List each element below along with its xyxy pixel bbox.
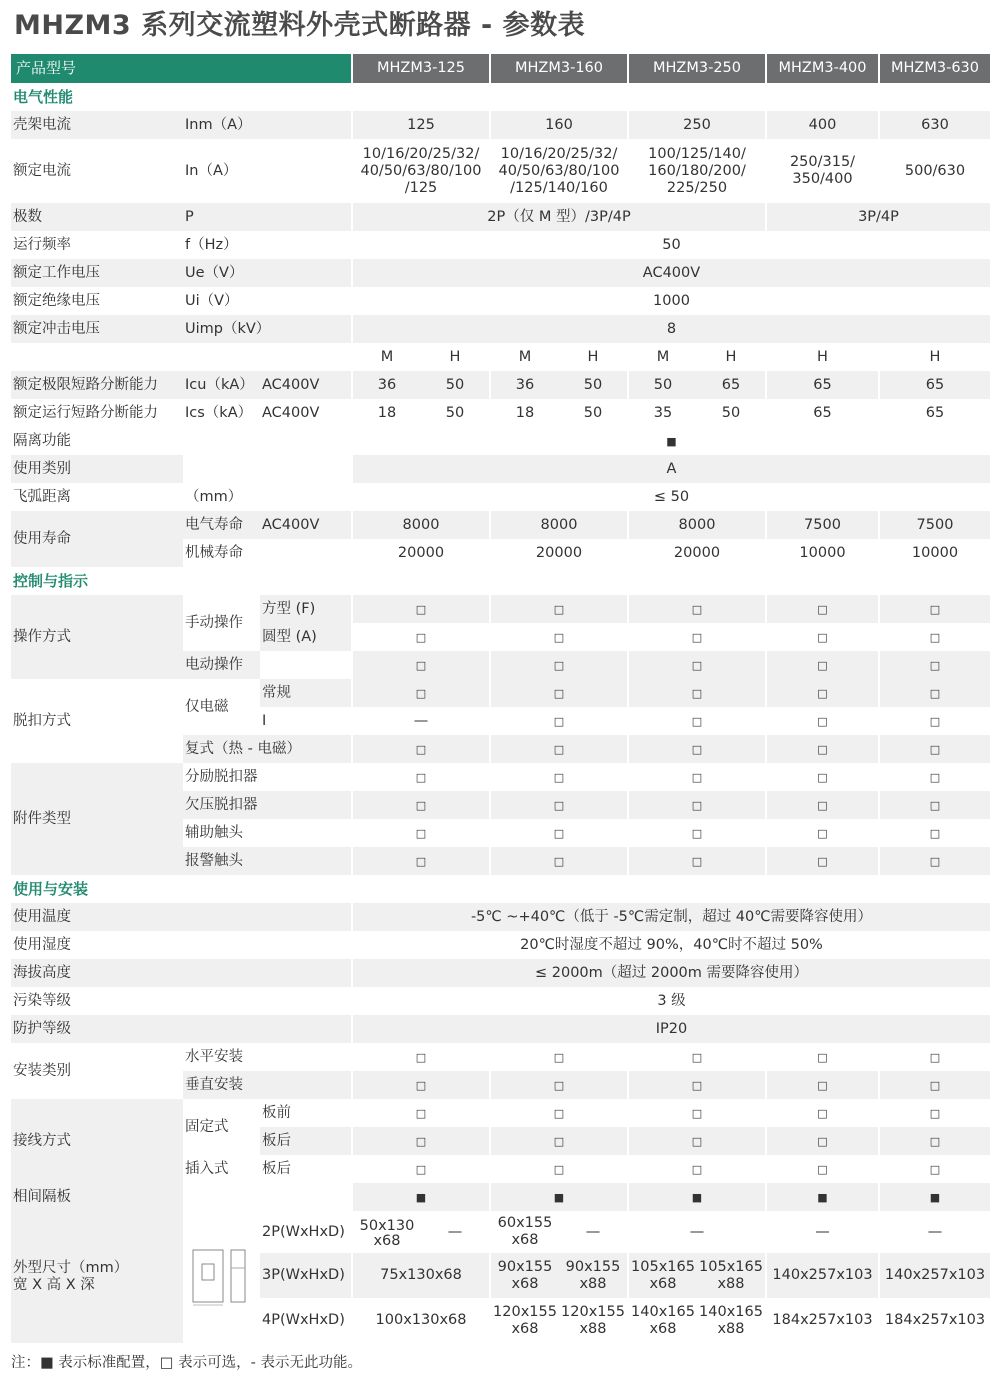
row-dims-3p: 3P(WxHxD) 75x130x68 90x155 x68 90x155 x88 105x165 x68 105x165 x88 140x257x103 140x257x103 bbox=[11, 1253, 990, 1298]
row-icu: 额定极限短路分断能力 Icu（kA） AC400V 36 50 36 50 50 65 65 65 bbox=[11, 371, 990, 399]
row-wiring-fixed-front: 接线方式 固定式 板前 □ □ □ □ □ bbox=[11, 1099, 990, 1127]
row-acc-aux: 辅助触头 □ □ □ □ □ bbox=[11, 819, 990, 847]
row-wiring-plug-back: 插入式 板后 □ □ □ □ □ bbox=[11, 1155, 990, 1183]
row-dims-2p: 外型尺寸（mm） 宽 X 高 X 深 2P(WxHxD) 50x130 x68 — 60x155 x68 — — — — bbox=[11, 1211, 990, 1253]
row-dims-4p: 4P(WxHxD) 100x130x68 120x155 x68 120x155 x88 140x165 x68 140x165 x88 184x257x103 184x257x103 bbox=[11, 1298, 990, 1343]
model-160: MHZM3-160 bbox=[490, 54, 628, 83]
row-humidity: 使用湿度 20℃时湿度不超过 90%，40℃时不超过 50% bbox=[11, 931, 990, 959]
model-400: MHZM3-400 bbox=[766, 54, 879, 83]
row-frequency: 运行频率 f（Hz） 50 bbox=[11, 231, 990, 259]
model-630: MHZM3-630 bbox=[879, 54, 990, 83]
row-mount-v: 垂直安装 □ □ □ □ □ bbox=[11, 1071, 990, 1099]
row-arc: 飞弧距离 （mm） ≤ 50 bbox=[11, 483, 990, 511]
row-op-electric: 电动操作 □ □ □ □ □ bbox=[11, 651, 990, 679]
model-label: 产品型号 bbox=[11, 54, 352, 83]
row-wiring-fixed-back: 板后 □ □ □ □ □ bbox=[11, 1127, 990, 1155]
row-mount-h: 安装类别 水平安装 □ □ □ □ □ bbox=[11, 1043, 990, 1071]
row-op-square: 操作方式 手动操作 方型 (F) □ □ □ □ □ bbox=[11, 595, 990, 623]
model-250: MHZM3-250 bbox=[628, 54, 766, 83]
section-install: 使用与安装 bbox=[11, 875, 990, 903]
row-ue: 额定工作电压 Ue（V） AC400V bbox=[11, 259, 990, 287]
spec-table bbox=[11, 54, 990, 1343]
model-125: MHZM3-125 bbox=[352, 54, 490, 83]
row-ui: 额定绝缘电压 Ui（V） 1000 bbox=[11, 287, 990, 315]
section-electrical: 电气性能 bbox=[11, 83, 990, 111]
row-ics: 额定运行短路分断能力 Ics（kA） AC400V 18 50 18 50 35 50 65 65 bbox=[11, 399, 990, 427]
footnote: 注：■ 表示标准配置，□ 表示可选，- 表示无此功能。 bbox=[11, 1355, 362, 1371]
row-acc-alarm: 报警触头 □ □ □ □ □ bbox=[11, 847, 990, 875]
row-rated-current: 额定电流 In（A） 10/16/20/25/32/ 40/50/63/80/100 /125 10/16/20/25/32/ 40/50/63/80/100 /125/140/160 100/125/140/ 160/180/200/ 225/250 250/315/ 350/400 500/630 bbox=[11, 139, 990, 203]
row-op-round: 圆型 (A) □ □ □ □ □ bbox=[11, 623, 990, 651]
row-acc-shunt: 附件类型 分励脱扣器 □ □ □ □ □ bbox=[11, 763, 990, 791]
row-protection: 防护等级 IP20 bbox=[11, 1015, 990, 1043]
row-trip-normal: 脱扣方式 仅电磁 常规 □ □ □ □ □ bbox=[11, 679, 990, 707]
row-mech-life: 机械寿命 20000 20000 20000 10000 10000 bbox=[11, 539, 990, 567]
row-uimp: 额定冲击电压 Uimp（kV） 8 bbox=[11, 315, 990, 343]
row-trip-compound: 复式（热 - 电磁） □ □ □ □ □ bbox=[11, 735, 990, 763]
row-category: 使用类别 A bbox=[11, 455, 990, 483]
row-trip-i: I — □ □ □ □ bbox=[11, 707, 990, 735]
row-elec-life: 使用寿命 电气寿命 AC400V 8000 8000 8000 7500 7500 bbox=[11, 511, 990, 539]
header-row bbox=[11, 54, 990, 83]
row-pollution: 污染等级 3 级 bbox=[11, 987, 990, 1015]
row-frame-current: 壳架电流 Inm（A） 125 160 250 400 630 bbox=[11, 111, 990, 139]
breaker-outline-icon bbox=[190, 1246, 254, 1308]
row-altitude: 海拔高度 ≤ 2000m（超过 2000m 需要降容使用） bbox=[11, 959, 990, 987]
row-poles: 极数 P 2P（仅 M 型）/3P/4P 3P/4P bbox=[11, 203, 990, 231]
section-control: 控制与指示 bbox=[11, 567, 990, 595]
row-temp: 使用温度 -5℃ ~+40℃（低于 -5℃需定制，超过 40℃需要降容使用） bbox=[11, 903, 990, 931]
row-acc-undervoltage: 欠压脱扣器 □ □ □ □ □ bbox=[11, 791, 990, 819]
row-isolation: 隔离功能 ■ bbox=[11, 427, 990, 455]
row-types: M H M H M H H H bbox=[11, 343, 990, 371]
page-title: MHZM3 系列交流塑料外壳式断路器 - 参数表 bbox=[14, 10, 586, 41]
row-phase-barrier: 相间隔板 ■ ■ ■ ■ ■ bbox=[11, 1183, 990, 1211]
